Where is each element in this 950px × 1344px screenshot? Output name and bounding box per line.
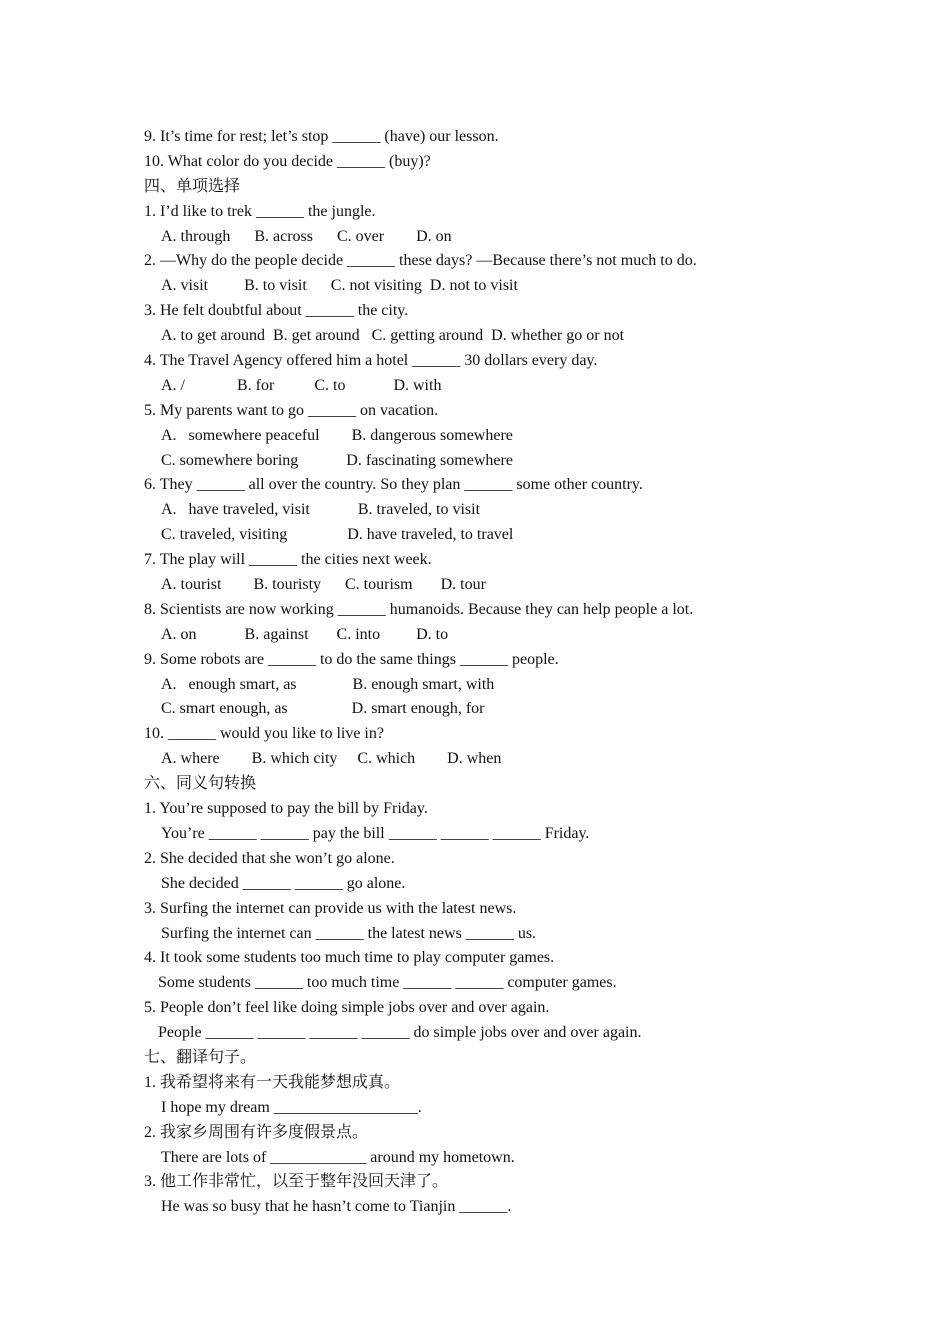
answer-line: She decided ______ ______ go alone. xyxy=(161,874,406,892)
question-line: 7. The play will ______ the cities next week. xyxy=(144,551,432,569)
answer-line: There are lots of ____________ around my hometown. xyxy=(161,1148,515,1166)
options-line: C. somewhere boring D. fascinating somewhere xyxy=(161,451,513,469)
question-line: 10. ______ would you like to live in? xyxy=(144,725,384,743)
options-line: A. enough smart, as B. enough smart, with xyxy=(161,675,495,693)
options-line: C. smart enough, as D. smart enough, for xyxy=(161,700,485,718)
options-line: A. to get around B. get around C. getting around D. whether go or not xyxy=(161,327,625,345)
question-line: 1. 我希望将来有一天我能梦想成真。 xyxy=(144,1073,401,1091)
question-line: 5. My parents want to go ______ on vacation. xyxy=(144,401,439,419)
question-line: 8. Scientists are now working ______ humanoids. Because they can help people a lot. xyxy=(144,600,694,618)
answer-line: You’re ______ ______ pay the bill ______ ______ ______ Friday. xyxy=(161,824,590,842)
answer-line: He was so busy that he hasn’t come to Tianjin ______. xyxy=(161,1198,512,1216)
options-line: A. tourist B. touristy C. tourism D. tour xyxy=(161,576,486,594)
options-line: A. have traveled, visit B. traveled, to visit xyxy=(161,501,481,519)
question-line: 1. I’d like to trek ______ the jungle. xyxy=(144,202,376,220)
options-line: A. where B. which city C. which D. when xyxy=(161,750,502,768)
options-line: C. traveled, visiting D. have traveled, to travel xyxy=(161,526,514,544)
question-line: 5. People don’t feel like doing simple jobs over and over again. xyxy=(144,999,550,1017)
question-line: 3. He felt doubtful about ______ the city. xyxy=(144,302,409,320)
question-line: 9. Some robots are ______ to do the same things ______ people. xyxy=(144,650,559,668)
question-line: 6. They ______ all over the country. So they plan ______ some other country. xyxy=(144,476,643,494)
question-line: 3. 他工作非常忙，以至于整年没回天津了。 xyxy=(144,1173,449,1191)
worksheet-text xyxy=(144,125,904,1220)
question-line: 3. Surfing the internet can provide us with the latest news. xyxy=(144,899,517,917)
question-line: 4. The Travel Agency offered him a hotel ______ 30 dollars every day. xyxy=(144,352,598,370)
section-heading: 七、翻译句子。 xyxy=(144,1048,257,1066)
section-heading: 四、单项选择 xyxy=(144,177,241,195)
answer-line: Some students ______ too much time ______ ______ computer games. xyxy=(158,974,617,992)
options-line: A. through B. across C. over D. on xyxy=(161,227,452,245)
question-line: 2. 我家乡周围有许多度假景点。 xyxy=(144,1123,369,1141)
question-line: 9. It’s time for rest; let’s stop ______ (have) our lesson. xyxy=(144,128,499,145)
options-line: A. on B. against C. into D. to xyxy=(161,625,449,643)
question-line: 2. She decided that she won’t go alone. xyxy=(144,849,395,867)
question-line: 10. What color do you decide ______ (buy)? xyxy=(144,152,431,170)
question-line: 4. It took some students too much time to play computer games. xyxy=(144,949,555,967)
options-line: A. visit B. to visit C. not visiting D. not to visit xyxy=(161,277,518,295)
answer-line: Surfing the internet can ______ the latest news ______ us. xyxy=(161,924,537,942)
options-line: A. somewhere peaceful B. dangerous somewhere xyxy=(161,426,513,444)
question-line: 1. You’re supposed to pay the bill by Friday. xyxy=(144,800,428,818)
answer-line: I hope my dream __________________. xyxy=(161,1098,422,1116)
answer-line: People ______ ______ ______ ______ do simple jobs over and over again. xyxy=(158,1024,642,1042)
options-line: A. / B. for C. to D. with xyxy=(161,376,442,394)
question-line: 2. —Why do the people decide ______ these days? —Because there’s not much to do. xyxy=(144,252,697,270)
section-heading: 六、同义句转换 xyxy=(144,775,257,793)
